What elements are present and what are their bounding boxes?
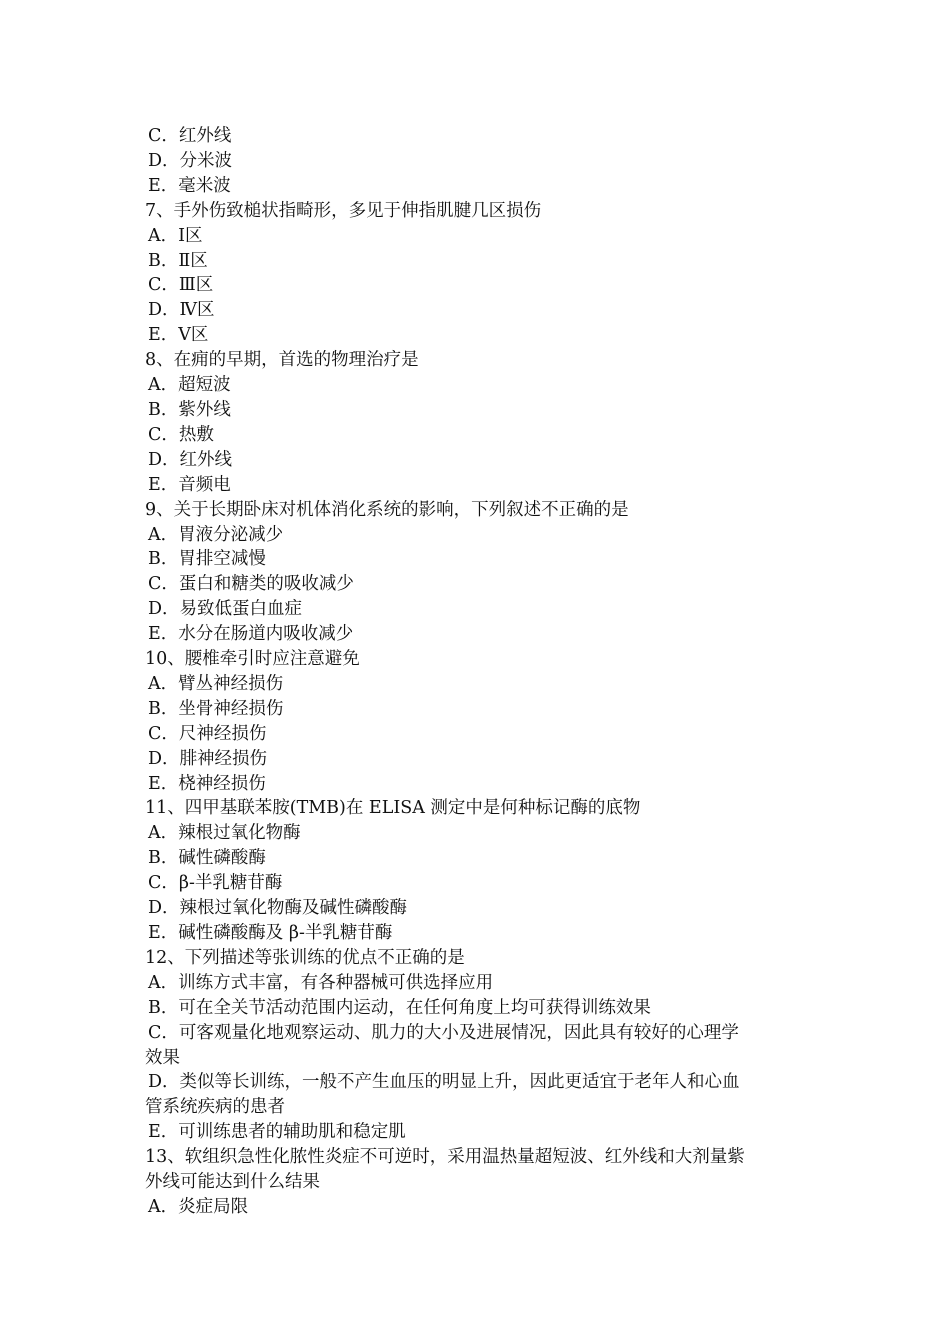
answer-option-line: C．热敷 — [148, 424, 214, 445]
answer-option-line: B．可在全关节活动范围内运动，在任何角度上均可获得训练效果 — [148, 997, 651, 1018]
answer-option-line: C．蛋白和糖类的吸收减少 — [148, 574, 354, 595]
answer-option-line: D．类似等长训练，一般不产生血压的明显上升，因此更适宜于老年人和心血 — [148, 1072, 740, 1093]
question-text-line: 管系统疾病的患者 — [145, 1097, 285, 1118]
question-text-line: 10、腰椎牵引时应注意避免 — [145, 649, 360, 670]
question-text-line: 12、下列描述等张训练的优点不正确的是 — [145, 947, 465, 968]
question-text-line: 11、四甲基联苯胺(TMB)在 ELISA 测定中是何种标记酶的底物 — [145, 798, 641, 819]
answer-option-line: D．红外线 — [148, 449, 233, 470]
answer-option-line: A．炎症局限 — [148, 1196, 249, 1217]
document-body — [145, 124, 815, 1220]
answer-option-line: A．超短波 — [148, 375, 231, 396]
answer-option-line: A．辣根过氧化物酶 — [148, 823, 301, 844]
answer-option-line: D．易致低蛋白血症 — [148, 599, 303, 620]
answer-option-line: A．胃液分泌减少 — [148, 524, 284, 545]
answer-option-line: E．可训练患者的辅助肌和稳定肌 — [148, 1122, 406, 1143]
answer-option-line: E．桡神经损伤 — [148, 773, 266, 794]
answer-option-line: E．水分在肠道内吸收减少 — [148, 624, 354, 645]
answer-option-line: B．Ⅱ区 — [148, 250, 208, 271]
answer-option-line: D．腓神经损伤 — [148, 748, 268, 769]
question-text-line: 13、软组织急性化脓性炎症不可逆时，采用温热量超短波、红外线和大剂量紫 — [145, 1147, 745, 1168]
answer-option-line: C．尺神经损伤 — [148, 723, 267, 744]
answer-option-line: C．红外线 — [148, 126, 232, 146]
answer-option-line: E．毫米波 — [148, 175, 231, 196]
answer-option-line: A．Ⅰ区 — [148, 225, 203, 246]
answer-option-line: D．Ⅳ区 — [148, 300, 215, 321]
answer-option-line: B．胃排空减慢 — [148, 549, 266, 570]
answer-option-line: E．音频电 — [148, 474, 231, 495]
answer-option-line: B．碱性磷酸酶 — [148, 848, 266, 869]
question-text-line: 8、在痈的早期，首选的物理治疗是 — [145, 350, 419, 371]
answer-option-line: B．坐骨神经损伤 — [148, 698, 284, 719]
question-text-line: 9、关于长期卧床对机体消化系统的影响，下列叙述不正确的是 — [145, 499, 629, 520]
answer-option-line: E．Ⅴ区 — [148, 325, 209, 346]
question-text-line: 效果 — [145, 1047, 180, 1068]
answer-option-line: A．训练方式丰富，有各种器械可供选择应用 — [148, 972, 494, 993]
answer-option-line: B．紫外线 — [148, 399, 231, 420]
answer-option-line: E．碱性磷酸酶及 β-半乳糖苷酶 — [148, 923, 393, 943]
answer-option-line: C．可客观量化地观察运动、肌力的大小及进展情况，因此具有较好的心理学 — [148, 1022, 739, 1043]
answer-option-line: D．辣根过氧化物酶及碱性磷酸酶 — [148, 898, 408, 919]
answer-option-line: A．臂丛神经损伤 — [148, 673, 284, 694]
answer-option-line: D．分米波 — [148, 150, 233, 171]
question-text-line: 外线可能达到什么结果 — [145, 1172, 320, 1193]
answer-option-line: C．Ⅲ区 — [148, 275, 214, 296]
answer-option-line: C．β-半乳糖苷酶 — [148, 873, 283, 894]
question-text-line: 7、手外伤致槌状指畸形，多见于伸指肌腱几区损伤 — [145, 200, 542, 221]
